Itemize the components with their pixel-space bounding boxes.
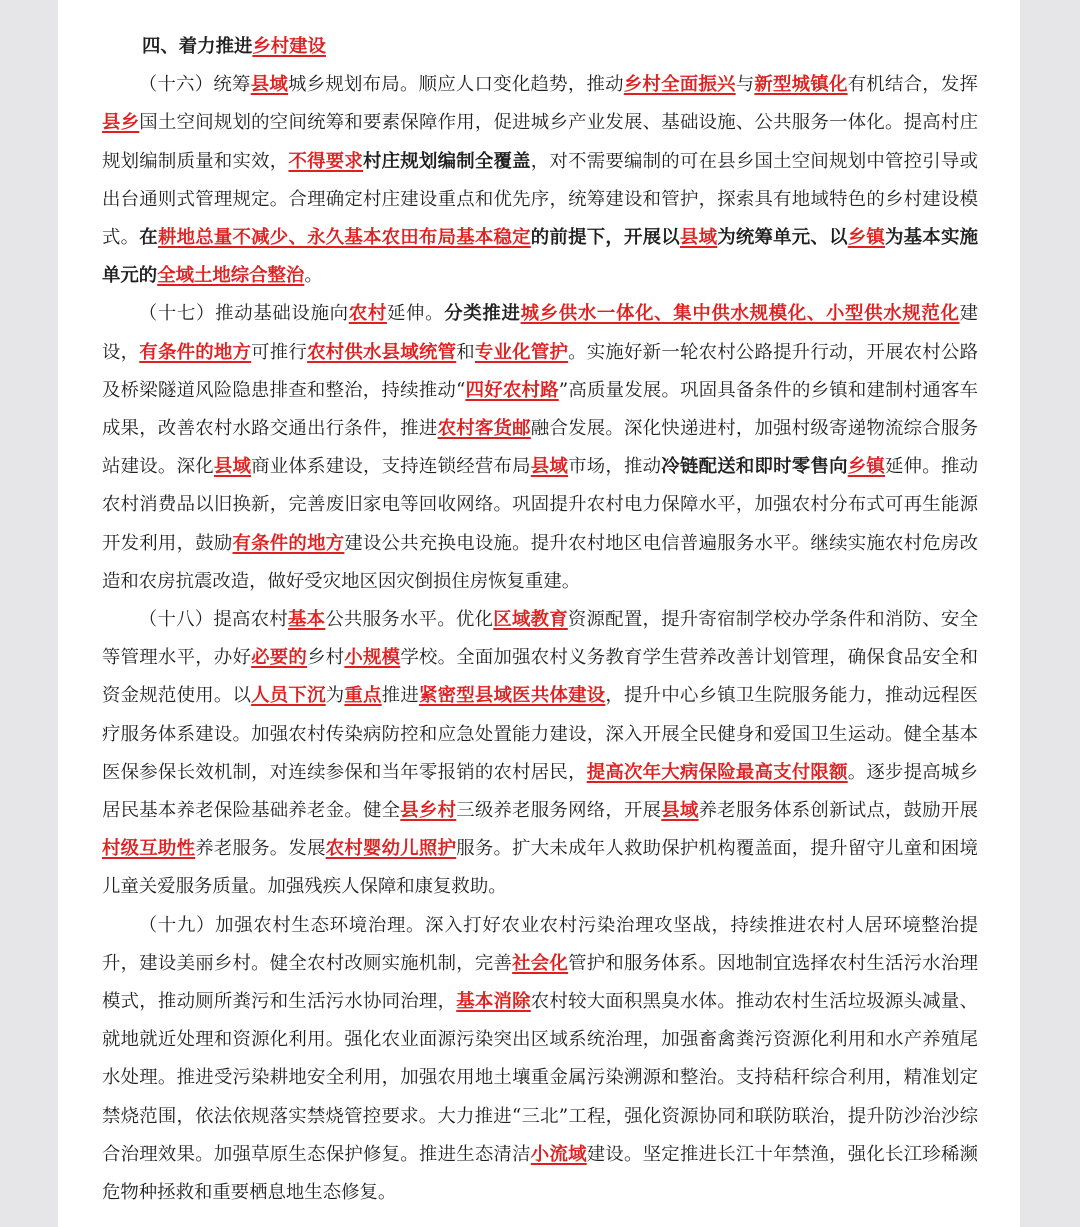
highlighted-phrase: 基本 [288,609,326,631]
highlighted-phrase: 农村供水县域统管 [307,341,457,363]
text-run: 为 [325,685,345,707]
document-content [102,28,978,1212]
text-run: 公共服务水平。优化 [325,609,494,631]
highlighted-phrase: 县域 [530,456,569,478]
highlighted-phrase: 农村 [348,303,387,325]
highlighted-phrase: 四好农村路 [465,379,559,401]
text-run: 。逐步提高城乡居民基本养老保险基础养老金。健全 [102,761,978,822]
highlighted-phrase: 区域教育 [493,609,568,631]
highlighted-phrase: 村级互助性 [102,838,196,860]
highlighted-phrase: 紧密型县域医共体建设 [418,685,606,707]
text-run: 与 [735,74,755,96]
highlighted-phrase: 全域土地综合整治 [157,265,305,287]
text-run: 学校。全面加强农村义务教育学生营养改善计划管理，确保食品安全和资金规范使用。以 [102,647,978,707]
text-run: 城乡规划布局。顺应人口变化趋势，推动 [288,74,624,96]
text-run: 市场，推动 [568,456,662,478]
highlighted-phrase: 乡镇 [847,456,886,478]
text-run: 建设公共充换电设施。提升农村地区电信普遍服务水平。继续实施农村危房改造和农房抗震改造，做好受灾地区因灾倒损住房恢复重建。 [102,532,978,592]
highlighted-phrase: 小流域 [530,1143,587,1165]
bold-phrase: 为统筹单元、以 [717,227,848,249]
highlighted-phrase: 耕地总量不减少、永久基本农田布局基本稳定 [157,227,531,249]
bold-phrase: 为基本实施单元的 [102,227,978,287]
highlighted-phrase: 乡村全面振兴 [623,74,736,96]
highlighted-phrase: 县域 [250,74,289,96]
text-run: 四、着力推进 [142,36,253,57]
highlighted-phrase: 乡村建设 [252,36,326,57]
text-run: 乡村 [307,647,345,669]
text-run: 有机结合，发挥 [847,74,978,96]
paragraph-18 [102,601,978,907]
highlighted-phrase: 农村客货邮 [437,418,531,440]
paragraph-19 [102,907,978,1213]
highlighted-phrase: 县乡村 [400,800,457,822]
text-run: 农村较大面积黑臭水体。推动农村生活垃圾源头减量、就地就近处理和资源化利用。强化农业面源污染突出区域系统治理，加强畜禽粪污资源化利用和水产养殖尾水处理。推进受污染耕地安全利用，加强农用地土壤重金属污染溯源和整治。支持秸秆综合利用，精准划定禁烧范围，依法依规落实禁烧管控要求。大力推进“三北”工程，强化资源协同和联防联治，提升防沙治沙综合治理效果。加强草原生态保护修复。推进生态清洁 [102,991,978,1165]
text-run: ，提升中心乡镇卫生院服务能力，推动远程医疗服务体系建设。加强农村传染病防控和应急处置能力建设，深入开展全民健身和爱国卫生运动。健全基本医保参保长效机制，对连续参保和当年零报销的农村居民， [102,685,978,783]
highlighted-phrase: 人员下沉 [251,685,326,707]
text-run: 。实施好新一轮农村公路提升行动，开展农村公路及桥梁隧道风险隐患排查和整治，持续推动“ [102,341,978,401]
paragraph-16 [102,66,978,295]
text-run: 养老服务。发展 [195,838,326,860]
highlighted-phrase: 提高次年大病保险最高支付限额 [586,761,848,783]
highlighted-phrase: 新型城镇化 [754,74,848,96]
text-run: ”高质量发展。巩固具备条件的乡镇和建制村通客车成果，改善农村水路交通出行条件，推进 [102,379,978,440]
text-run: 可推行 [251,341,308,363]
highlighted-phrase: 社会化 [512,952,569,974]
highlighted-phrase: 县域 [679,227,718,249]
highlighted-phrase: 有条件的地方 [139,341,252,363]
text-run: 延伸。 [386,303,445,325]
text-run: 延伸。推动农村消费品以旧换新，完善废旧家电等回收网络。巩固提升农村电力保障水平，加强农村分布式可再生能源开发利用，鼓励 [102,456,978,554]
text-run: 商业体系建设，支持连锁经营布局 [251,456,531,478]
text-run: 和 [456,341,475,363]
highlighted-phrase: 专业化管护 [474,341,569,363]
text-run: 管护和服务体系。因地制宜选择农村生活污水治理模式，推动厕所粪污和生活污水协同治理， [102,952,978,1013]
highlighted-phrase: 县域 [213,456,252,478]
text-run: 。 [304,265,323,287]
highlighted-phrase: 基本消除 [456,991,531,1013]
highlighted-phrase: 城乡供水一体化、集中供水规模化、小型供水规范化 [520,303,960,325]
bold-phrase: 在 [139,227,158,249]
highlighted-phrase: 乡镇 [847,227,886,249]
section-heading [102,28,978,66]
paragraph-17 [102,295,978,601]
text-run: （十七）推动基础设施向 [138,303,349,325]
text-run: ，对不需要编制的可在县乡国土空间规划中管控引导或出台通则式管理规定。合理确定村庄建设重点和优先序，统筹建设和管护，探索具有地域特色的乡村建设模式。 [102,150,978,249]
highlighted-phrase: 重点 [344,685,382,707]
highlighted-phrase: 必要的 [251,647,308,669]
text-run: （十九）加强农村生态环境治理。深入打好农业农村污染治理攻坚战，持续推进农村人居环境整治提升，建设美丽乡村。健全农村改厕实施机制，完善 [102,914,978,974]
text-run: （十八）提高农村 [138,609,289,631]
highlighted-phrase: 县乡 [102,112,140,134]
bold-phrase: 冷链配送和即时零售向 [661,456,848,478]
document-page [58,0,1020,1227]
text-run: 融合发展。深化快递进村，加强村级寄递物流综合服务站建设。深化 [102,418,978,478]
highlighted-phrase: 不得要求 [288,150,364,172]
text-run: 推进 [381,685,419,707]
text-run: 建设， [102,303,978,363]
text-run: 三级养老服务网络，开展 [456,800,662,822]
text-run: 国土空间规划的空间统筹和要素保障作用，促进城乡产业发展、基础设施、公共服务一体化。提高村庄规划编制质量和实效， [102,112,978,172]
text-run: 服务。扩大未成年人救助保护机构覆盖面，提升留守儿童和困境儿童关爱服务质量。加强残疾人保障和康复救助。 [102,838,978,898]
text-run: 资源配置，提升寄宿制学校办学条件和消防、安全等管理水平，办好 [102,609,978,669]
highlighted-phrase: 县域 [661,800,699,822]
bold-phrase: 村庄规划编制全覆盖 [363,150,531,172]
text-run: 养老服务体系创新试点，鼓励开展 [698,800,978,822]
highlighted-phrase: 有条件的地方 [232,532,345,554]
highlighted-phrase: 农村婴幼儿照护 [325,838,457,860]
bold-phrase: 分类推进 [444,303,521,325]
text-run: 建设。坚定推进长江十年禁渔，强化长江珍稀濒危物种拯救和重要栖息地生态修复。 [102,1143,978,1204]
text-run: （十六）统筹 [138,74,251,96]
bold-phrase: 的前提下，开展以 [530,227,680,249]
highlighted-phrase: 小规模 [344,647,401,669]
